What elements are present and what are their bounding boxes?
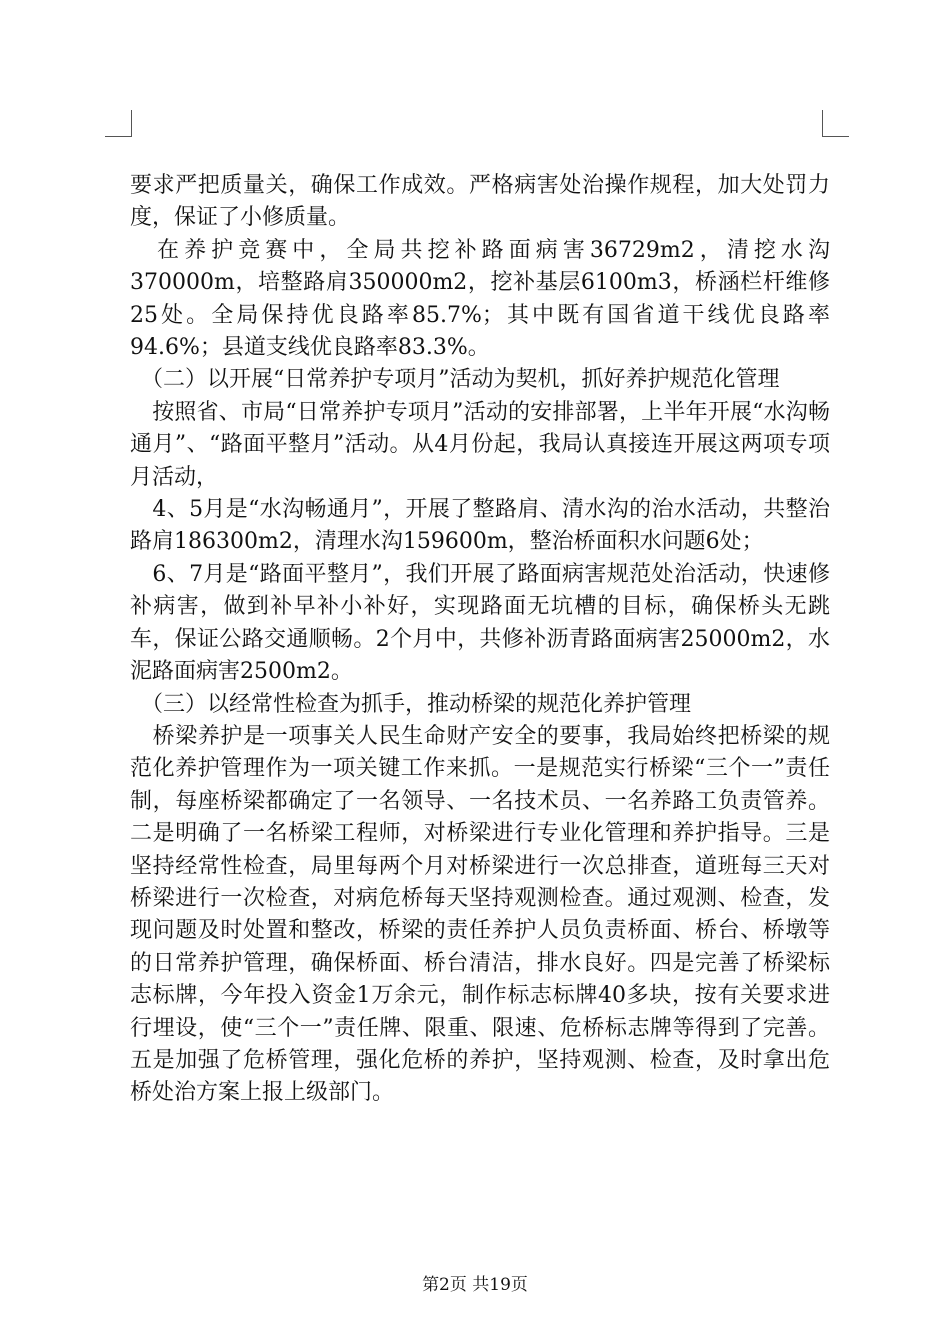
section-heading-3: （三）以经常性检查为抓手，推动桥梁的规范化养护管理: [130, 691, 692, 717]
paragraph-1: 要求严把质量关，确保工作成效。严格病害处治操作规程，加大处罚力度，保证了小修质量。: [130, 173, 830, 231]
page-footer: 第2页 共19页: [422, 1275, 528, 1295]
paragraph-4: 4、5月是“水沟畅通月”，开展了整路肩、清水沟的治水活动，共整治路肩186300m2，清理水沟159600m，整治桥面积水问题6处；: [130, 497, 830, 555]
document-body: [130, 170, 830, 1110]
crop-mark-top-right: [822, 110, 849, 137]
paragraph-6: 桥梁养护是一项事关人民生命财产安全的要事，我局始终把桥梁的规范化养护管理作为一项关键工作来抓。一是规范实行桥梁“三个一”责任制，每座桥梁都确定了一名领导、一名技术员、一名养路工负责管养。二是明确了一名桥梁工程师，对桥梁进行专业化管理和养护指导。三是坚持经常性检查，局里每两个月对桥梁进行一次总排查，道班每三天对桥梁进行一次检查，对病危桥每天坚持观测检查。通过观测、检查，发现问题及时处置和整改，桥梁的责任养护人员负责桥面、桥台、桥墩等的日常养护管理，确保桥面、桥台清洁，排水良好。四是完善了桥梁标志标牌，今年投入资金1万余元，制作标志标牌40多块，按有关要求进行埋设，使“三个一”责任牌、限重、限速、危桥标志牌等得到了完善。五是加强了危桥管理，强化危桥的养护，坚持观测、检查，及时拿出危桥处治方案上报上级部门。: [130, 723, 830, 1106]
paragraph-5: 6、7月是“路面平整月”，我们开展了路面病害规范处治活动，快速修补病害，做到补早补小补好，实现路面无坑槽的目标，确保桥头无跳车，保证公路交通顺畅。2个月中，共修补沥青路面病害25000m2，水泥路面病害2500m2。: [130, 561, 830, 685]
paragraph-2: 在养护竞赛中，全局共挖补路面病害36729m2，清挖水沟370000m，培整路肩350000m2，挖补基层6100m3，桥涵栏杆维修25处。全局保持优良路率85.7%；其中既有国省道干线优良路率94.6%；县道支线优良路率83.3%。: [130, 237, 830, 361]
paragraph-3: 按照省、市局“日常养护专项月”活动的安排部署，上半年开展“水沟畅通月”、“路面平整月”活动。从4月份起，我局认真接连开展这两项专项月活动，: [130, 399, 830, 490]
section-heading-2: （二）以开展“日常养护专项月”活动为契机，抓好养护规范化管理: [130, 367, 780, 393]
crop-mark-top-left: [105, 110, 132, 137]
